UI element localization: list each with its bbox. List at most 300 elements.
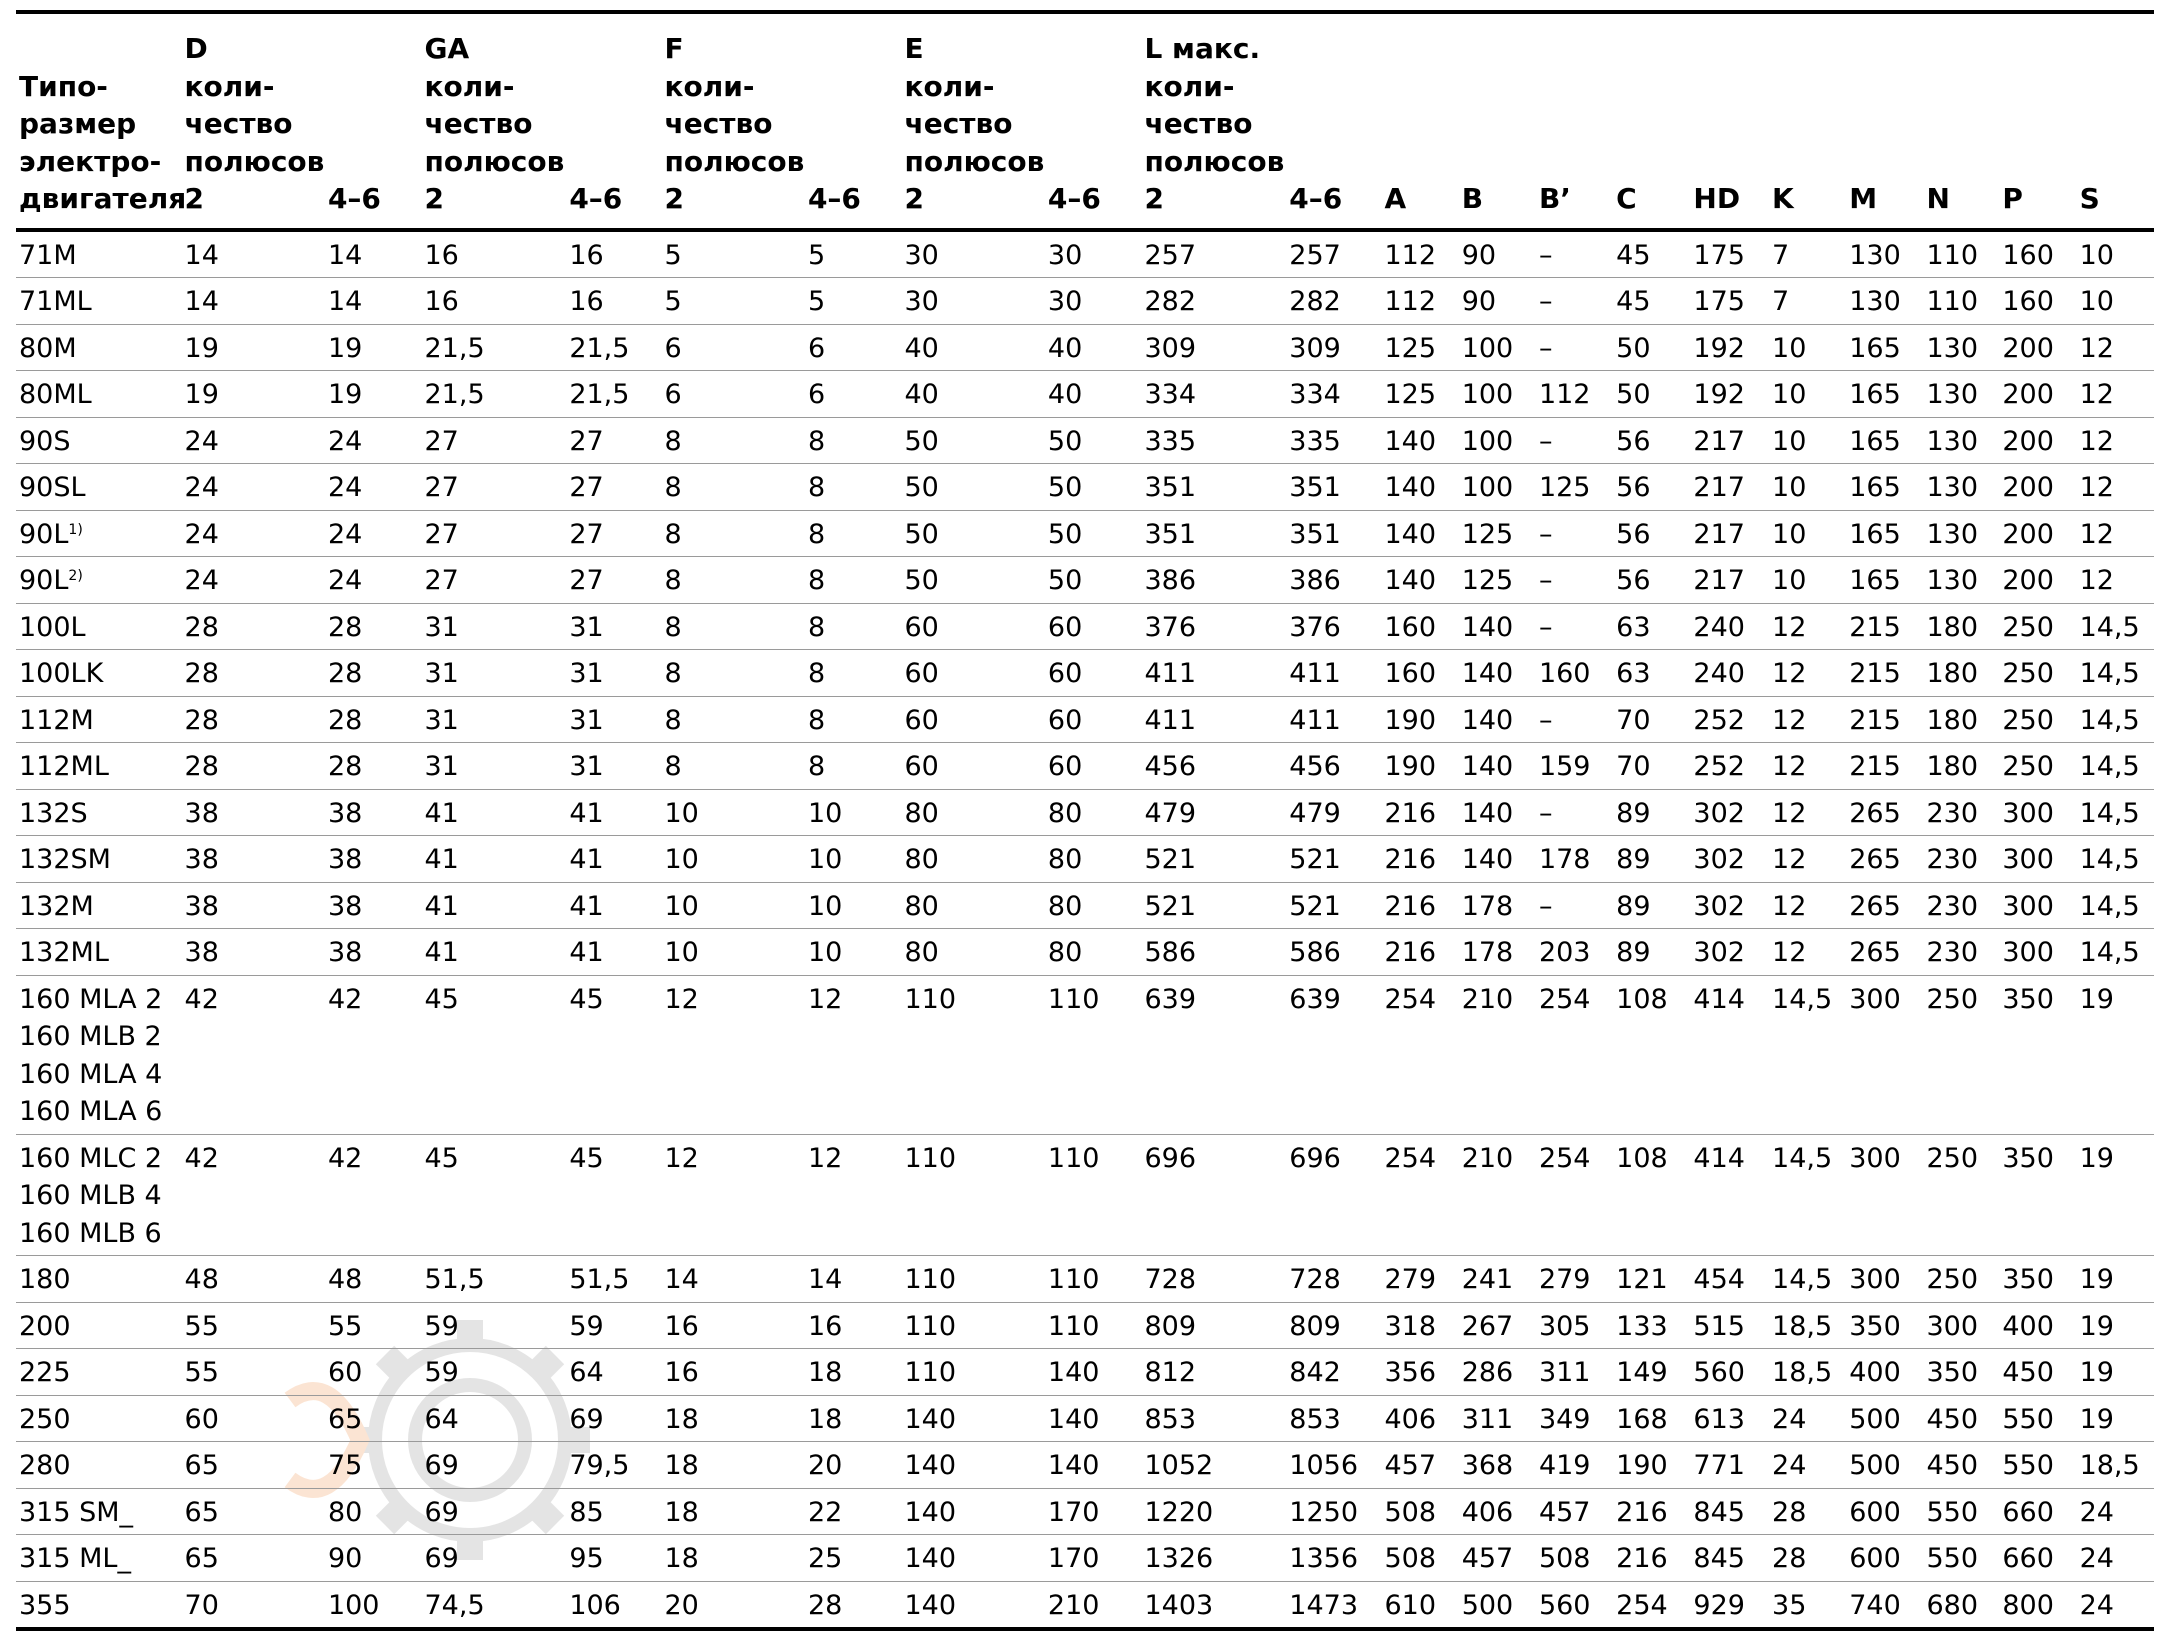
cell-value: 130	[1923, 510, 1999, 557]
cell-value: 450	[1923, 1442, 1999, 1489]
cell-value: 254	[1381, 975, 1458, 1134]
cell-value: 250	[1923, 1256, 1999, 1303]
cell-value: 10	[805, 789, 902, 836]
cell-value: 10	[1769, 464, 1846, 511]
cell-value: 69	[422, 1535, 567, 1582]
cell-value: 133	[1613, 1302, 1690, 1349]
table-row	[16, 371, 2154, 418]
cell-value: 42	[325, 975, 422, 1134]
cell-value: –	[1536, 417, 1613, 464]
cell-value: 257	[1141, 230, 1286, 278]
cell-value: 216	[1613, 1535, 1690, 1582]
cell-value: 1356	[1286, 1535, 1381, 1582]
cell-value: 14	[182, 230, 325, 278]
cell-value: 479	[1141, 789, 1286, 836]
cell-type-size	[16, 650, 182, 697]
cell-value: 24	[182, 557, 325, 604]
cell-value: 64	[422, 1395, 567, 1442]
table-body	[16, 230, 2154, 1630]
cell-value: 210	[1459, 975, 1536, 1134]
cell-value: 19	[2077, 975, 2154, 1134]
cell-value: –	[1536, 557, 1613, 604]
cell-value: 16	[805, 1302, 902, 1349]
cell-value: 27	[422, 464, 567, 511]
header-e-46: 4–6	[1045, 12, 1142, 230]
cell-value: 56	[1613, 417, 1690, 464]
cell-value: 165	[1846, 371, 1923, 418]
cell-value: 50	[901, 557, 1044, 604]
cell-value: 521	[1141, 836, 1286, 883]
cell-value: 110	[901, 1302, 1044, 1349]
cell-value: 31	[566, 696, 661, 743]
cell-value: 12	[805, 1134, 902, 1256]
cell-value: 282	[1286, 278, 1381, 325]
cell-value: 14	[662, 1256, 805, 1303]
cell-value: 28	[1769, 1488, 1846, 1535]
cell-value: 65	[182, 1442, 325, 1489]
cell-value: 95	[566, 1535, 661, 1582]
cell-value: 200	[1999, 510, 2076, 557]
cell-value: 5	[662, 230, 805, 278]
cell-value: 56	[1613, 557, 1690, 604]
cell-value: 160	[1536, 650, 1613, 697]
cell-value: 45	[1613, 230, 1690, 278]
type-size-line: 71M	[19, 239, 77, 271]
cell-value: 56	[1613, 464, 1690, 511]
cell-value: 216	[1381, 882, 1458, 929]
cell-value: 14,5	[2077, 650, 2154, 697]
cell-value: 192	[1690, 371, 1769, 418]
cell-value: 300	[1999, 789, 2076, 836]
cell-value: 8	[662, 464, 805, 511]
type-size-line: 132ML	[19, 937, 109, 968]
cell-value: 250	[1999, 743, 2076, 790]
table-row	[16, 882, 2154, 929]
cell-value: 28	[805, 1581, 902, 1629]
cell-value: 28	[182, 743, 325, 790]
cell-value: 24	[325, 510, 422, 557]
cell-value: 550	[1923, 1488, 1999, 1535]
table-row	[16, 1349, 2154, 1396]
cell-value: 50	[1045, 510, 1142, 557]
cell-value: 12	[1769, 789, 1846, 836]
cell-value: 56	[1613, 510, 1690, 557]
type-size-line: 180	[19, 1264, 71, 1295]
cell-value: 38	[325, 836, 422, 883]
cell-value: 500	[1846, 1395, 1923, 1442]
cell-value: –	[1536, 789, 1613, 836]
header-b-prime: B’	[1536, 12, 1613, 230]
table-row	[16, 417, 2154, 464]
cell-value: 45	[1613, 278, 1690, 325]
cell-value: 24	[182, 464, 325, 511]
cell-value: 89	[1613, 929, 1690, 976]
cell-value: 350	[1999, 1134, 2076, 1256]
cell-value: 309	[1141, 324, 1286, 371]
cell-value: 59	[566, 1302, 661, 1349]
table-row	[16, 1442, 2154, 1489]
cell-value: 14,5	[2077, 882, 2154, 929]
cell-value: 110	[1045, 1256, 1142, 1303]
cell-value: –	[1536, 696, 1613, 743]
cell-value: 845	[1690, 1488, 1769, 1535]
cell-value: 10	[1769, 324, 1846, 371]
cell-value: 31	[566, 743, 661, 790]
cell-value: 414	[1690, 1134, 1769, 1256]
cell-value: 12	[2077, 371, 2154, 418]
cell-value: 28	[325, 650, 422, 697]
header-a: A	[1381, 12, 1458, 230]
cell-value: 286	[1459, 1349, 1536, 1396]
cell-value: 450	[1923, 1395, 1999, 1442]
cell-value: 130	[1923, 464, 1999, 511]
cell-value: 140	[1459, 836, 1536, 883]
cell-value: –	[1536, 882, 1613, 929]
cell-value: 8	[805, 603, 902, 650]
cell-value: 400	[1846, 1349, 1923, 1396]
cell-type-size	[16, 882, 182, 929]
cell-type-size	[16, 696, 182, 743]
cell-value: 45	[566, 1134, 661, 1256]
cell-value: 170	[1045, 1488, 1142, 1535]
cell-value: 55	[182, 1349, 325, 1396]
cell-value: 80	[901, 882, 1044, 929]
cell-value: 74,5	[422, 1581, 567, 1629]
cell-value: 14,5	[2077, 929, 2154, 976]
cell-value: 8	[662, 417, 805, 464]
cell-value: 12	[662, 1134, 805, 1256]
cell-type-size	[16, 371, 182, 418]
cell-value: 89	[1613, 882, 1690, 929]
cell-value: 200	[1999, 557, 2076, 604]
cell-type-size	[16, 1535, 182, 1582]
cell-value: 45	[566, 975, 661, 1134]
cell-value: 100	[1459, 371, 1536, 418]
cell-value: –	[1536, 510, 1613, 557]
cell-value: 140	[901, 1488, 1044, 1535]
cell-value: 90	[325, 1535, 422, 1582]
cell-value: 14,5	[1769, 1256, 1846, 1303]
cell-value: 42	[325, 1134, 422, 1256]
cell-value: 8	[805, 743, 902, 790]
cell-value: 613	[1690, 1395, 1769, 1442]
cell-value: 38	[182, 882, 325, 929]
cell-value: 79,5	[566, 1442, 661, 1489]
cell-value: 50	[1045, 417, 1142, 464]
cell-value: 108	[1613, 1134, 1690, 1256]
cell-value: 1250	[1286, 1488, 1381, 1535]
type-size-line: 90SL	[19, 472, 86, 503]
cell-value: 112	[1536, 371, 1613, 418]
cell-value: 125	[1459, 557, 1536, 604]
cell-value: 140	[1381, 510, 1458, 557]
cell-value: 41	[566, 789, 661, 836]
cell-value: 30	[1045, 278, 1142, 325]
cell-value: 210	[1459, 1134, 1536, 1256]
cell-value: 160	[1999, 278, 2076, 325]
cell-type-size	[16, 510, 182, 557]
cell-value: 175	[1690, 278, 1769, 325]
cell-value: 59	[422, 1302, 567, 1349]
header-k: K	[1769, 12, 1846, 230]
cell-value: 10	[805, 836, 902, 883]
cell-value: 217	[1690, 557, 1769, 604]
cell-value: 24	[2077, 1581, 2154, 1629]
cell-value: 386	[1286, 557, 1381, 604]
cell-value: 696	[1141, 1134, 1286, 1256]
cell-value: 853	[1141, 1395, 1286, 1442]
cell-value: 1473	[1286, 1581, 1381, 1629]
cell-value: 19	[2077, 1395, 2154, 1442]
cell-value: 192	[1690, 324, 1769, 371]
cell-value: 125	[1381, 324, 1458, 371]
cell-value: 216	[1381, 789, 1458, 836]
cell-value: 230	[1923, 836, 1999, 883]
cell-type-size	[16, 1256, 182, 1303]
cell-value: 250	[1999, 696, 2076, 743]
cell-value: 14,5	[2077, 696, 2154, 743]
cell-value: 190	[1613, 1442, 1690, 1489]
cell-value: 28	[325, 743, 422, 790]
cell-value: 8	[805, 417, 902, 464]
cell-value: 5	[805, 230, 902, 278]
cell-value: 6	[662, 371, 805, 418]
header-m: M	[1846, 12, 1923, 230]
cell-value: 51,5	[566, 1256, 661, 1303]
type-size-line: 90S	[19, 425, 71, 457]
cell-value: 252	[1690, 696, 1769, 743]
cell-value: 217	[1690, 464, 1769, 511]
cell-value: 60	[1045, 603, 1142, 650]
cell-value: 28	[1769, 1535, 1846, 1582]
cell-value: 38	[182, 929, 325, 976]
cell-value: 28	[325, 603, 422, 650]
table-row	[16, 789, 2154, 836]
cell-value: 250	[1923, 1134, 1999, 1256]
cell-value: 311	[1536, 1349, 1613, 1396]
cell-value: 50	[1613, 371, 1690, 418]
cell-value: 14	[325, 230, 422, 278]
cell-value: 14,5	[1769, 975, 1846, 1134]
cell-value: 21,5	[566, 324, 661, 371]
cell-value: –	[1536, 603, 1613, 650]
type-size-line: 80M	[19, 332, 77, 364]
cell-value: 31	[422, 743, 567, 790]
cell-value: 300	[1923, 1302, 1999, 1349]
cell-value: 351	[1141, 464, 1286, 511]
cell-value: 560	[1690, 1349, 1769, 1396]
cell-value: 60	[901, 650, 1044, 697]
cell-value: 59	[422, 1349, 567, 1396]
cell-value: 335	[1141, 417, 1286, 464]
cell-type-size	[16, 1395, 182, 1442]
cell-value: 175	[1690, 230, 1769, 278]
cell-value: 10	[1769, 510, 1846, 557]
cell-value: 140	[1045, 1395, 1142, 1442]
cell-value: 89	[1613, 789, 1690, 836]
cell-value: 89	[1613, 836, 1690, 883]
cell-value: 6	[805, 324, 902, 371]
cell-value: 400	[1999, 1302, 2076, 1349]
cell-value: 265	[1846, 929, 1923, 976]
cell-value: 265	[1846, 789, 1923, 836]
type-size-line: 250	[19, 1403, 71, 1435]
cell-value: 215	[1846, 603, 1923, 650]
type-size-line: 160 MLA 6	[19, 1096, 163, 1127]
type-size-line: 112M	[19, 704, 94, 736]
cell-value: 14,5	[2077, 789, 2154, 836]
cell-value: 110	[901, 1256, 1044, 1303]
cell-value: 728	[1286, 1256, 1381, 1303]
cell-value: 51,5	[422, 1256, 567, 1303]
cell-value: 450	[1999, 1349, 2076, 1396]
cell-value: 500	[1846, 1442, 1923, 1489]
cell-value: 80	[325, 1488, 422, 1535]
cell-value: 300	[1999, 929, 2076, 976]
cell-value: 130	[1923, 371, 1999, 418]
cell-value: 10	[2077, 230, 2154, 278]
cell-type-size	[16, 1134, 182, 1256]
cell-value: 586	[1141, 929, 1286, 976]
cell-value: 351	[1286, 464, 1381, 511]
cell-value: 60	[325, 1349, 422, 1396]
table-row	[16, 836, 2154, 883]
cell-value: 230	[1923, 789, 1999, 836]
cell-value: 929	[1690, 1581, 1769, 1629]
cell-type-size	[16, 1302, 182, 1349]
cell-value: 30	[901, 278, 1044, 325]
cell-value: 1056	[1286, 1442, 1381, 1489]
cell-value: 267	[1459, 1302, 1536, 1349]
cell-value: 168	[1613, 1395, 1690, 1442]
cell-value: 22	[805, 1488, 902, 1535]
cell-value: 165	[1846, 417, 1923, 464]
cell-value: 125	[1536, 464, 1613, 511]
cell-value: 8	[805, 464, 902, 511]
cell-value: 265	[1846, 882, 1923, 929]
cell-value: 41	[566, 929, 661, 976]
type-size-line: 100L	[19, 611, 86, 643]
cell-value: 18,5	[1769, 1302, 1846, 1349]
cell-value: 660	[1999, 1488, 2076, 1535]
cell-value: 130	[1846, 230, 1923, 278]
table-row	[16, 1488, 2154, 1535]
header-row	[16, 12, 2154, 230]
cell-value: 38	[325, 882, 422, 929]
cell-value: 368	[1459, 1442, 1536, 1489]
cell-type-size	[16, 789, 182, 836]
cell-value: 300	[1999, 836, 2076, 883]
cell-value: 80	[1045, 929, 1142, 976]
cell-value: 305	[1536, 1302, 1613, 1349]
cell-value: 6	[662, 324, 805, 371]
cell-value: 165	[1846, 324, 1923, 371]
cell-value: 250	[1999, 603, 2076, 650]
cell-type-size	[16, 929, 182, 976]
cell-value: 60	[182, 1395, 325, 1442]
cell-value: 8	[662, 743, 805, 790]
type-size-line: 132SM	[19, 844, 111, 875]
cell-type-size	[16, 464, 182, 511]
cell-value: 24	[182, 510, 325, 557]
cell-value: 200	[1999, 324, 2076, 371]
cell-value: 31	[422, 650, 567, 697]
cell-value: 279	[1381, 1256, 1458, 1303]
cell-value: 414	[1690, 975, 1769, 1134]
cell-value: 108	[1613, 975, 1690, 1134]
cell-value: 178	[1459, 882, 1536, 929]
cell-value: 80	[1045, 836, 1142, 883]
table-row	[16, 1395, 2154, 1442]
cell-type-size	[16, 975, 182, 1134]
cell-value: 41	[422, 836, 567, 883]
cell-type-size	[16, 1581, 182, 1629]
cell-value: 240	[1690, 650, 1769, 697]
cell-value: 70	[182, 1581, 325, 1629]
type-size-line: 90L	[19, 565, 69, 596]
cell-value: 215	[1846, 696, 1923, 743]
cell-value: 300	[1846, 1134, 1923, 1256]
cell-value: 241	[1459, 1256, 1536, 1303]
cell-value: 800	[1999, 1581, 2076, 1629]
cell-value: 12	[2077, 464, 2154, 511]
cell-value: 411	[1286, 650, 1381, 697]
cell-value: 64	[566, 1349, 661, 1396]
cell-value: 12	[805, 975, 902, 1134]
cell-value: 38	[325, 789, 422, 836]
cell-value: 12	[2077, 417, 2154, 464]
cell-value: 10	[1769, 371, 1846, 418]
cell-value: 24	[325, 557, 422, 604]
cell-value: 240	[1690, 603, 1769, 650]
cell-value: 16	[566, 230, 661, 278]
cell-value: 560	[1536, 1581, 1613, 1629]
cell-value: 24	[182, 417, 325, 464]
cell-value: 165	[1846, 464, 1923, 511]
cell-value: 8	[662, 603, 805, 650]
cell-value: 110	[1923, 278, 1999, 325]
cell-value: 110	[901, 975, 1044, 1134]
cell-value: 350	[1846, 1302, 1923, 1349]
cell-value: 351	[1141, 510, 1286, 557]
cell-value: 60	[901, 603, 1044, 650]
cell-type-size	[16, 557, 182, 604]
cell-value: 12	[1769, 696, 1846, 743]
cell-value: 19	[325, 324, 422, 371]
cell-value: 19	[182, 324, 325, 371]
cell-value: 12	[1769, 929, 1846, 976]
cell-value: 27	[422, 557, 567, 604]
cell-value: 809	[1286, 1302, 1381, 1349]
header-l: L макс. коли- чество полюсов 2	[1141, 12, 1286, 230]
cell-value: 160	[1381, 603, 1458, 650]
cell-value: 100	[325, 1581, 422, 1629]
cell-value: 18	[662, 1535, 805, 1582]
cell-value: 18	[662, 1488, 805, 1535]
cell-value: 14	[182, 278, 325, 325]
header-d-46: 4–6	[325, 12, 422, 230]
cell-value: 24	[2077, 1535, 2154, 1582]
cell-value: 515	[1690, 1302, 1769, 1349]
cell-value: 279	[1536, 1256, 1613, 1303]
cell-value: 69	[422, 1442, 567, 1489]
cell-value: 45	[422, 1134, 567, 1256]
cell-value: 30	[1045, 230, 1142, 278]
type-size-line: 315 SM_	[19, 1496, 134, 1528]
cell-value: 10	[2077, 278, 2154, 325]
cell-value: 610	[1381, 1581, 1458, 1629]
cell-value: 31	[566, 650, 661, 697]
